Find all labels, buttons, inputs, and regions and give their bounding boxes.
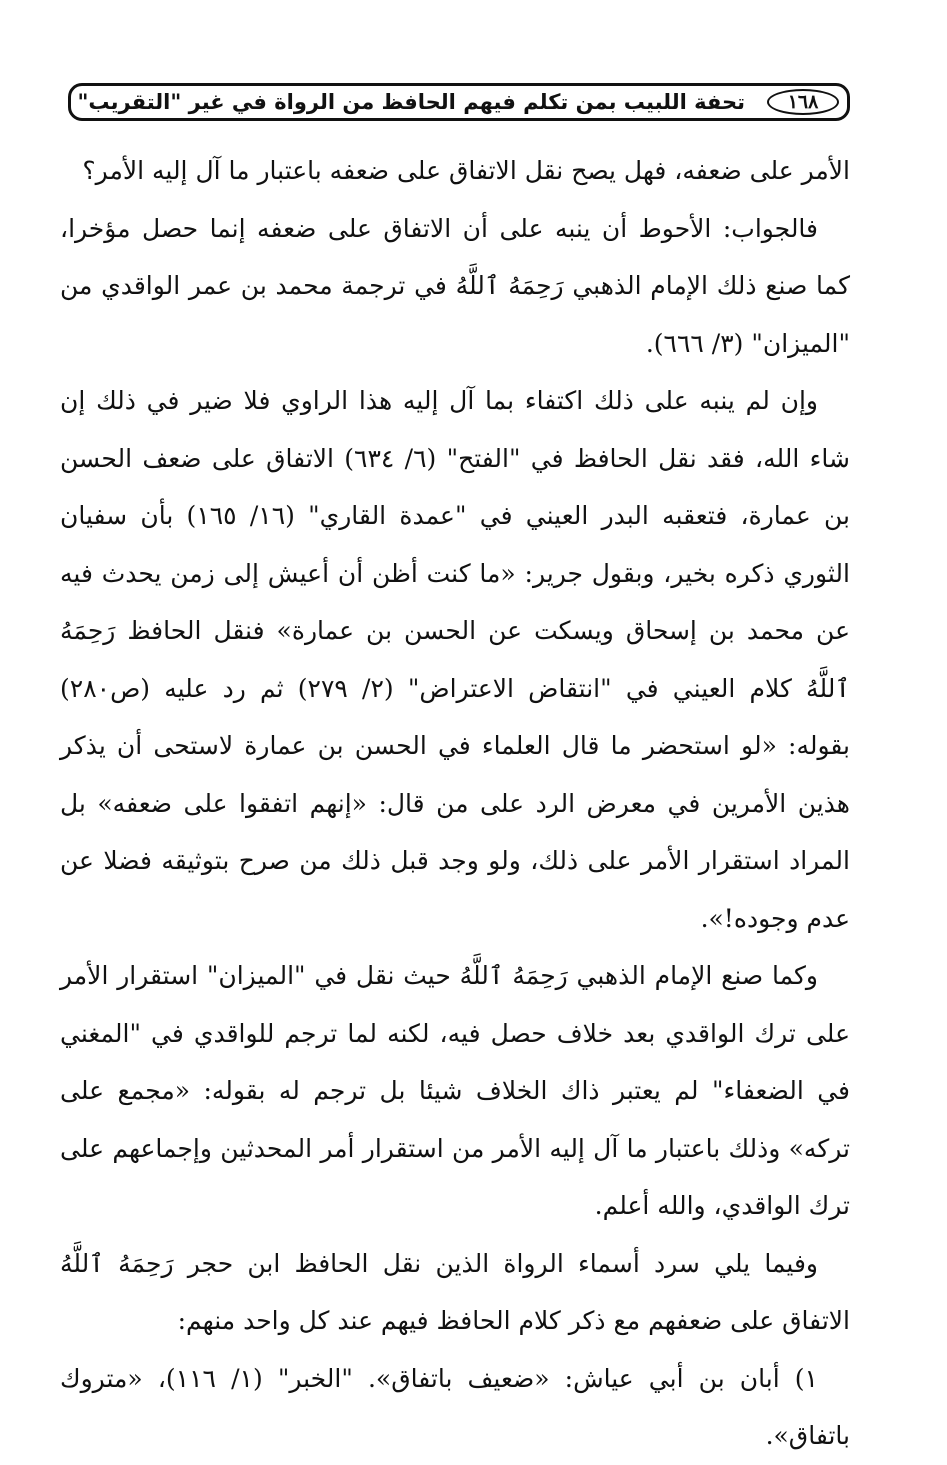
paragraph-3: وإن لم ينبه على ذلك اكتفاء بما آل إليه هذا الراوي فلا ضير في ذلك إن شاء الله، فقد نقل الحافظ في "الفتح" (٦/ ٦٣٤) الاتفاق على ضعف الحسن بن عمارة، فتعقبه البدر العيني في "عمدة القاري" (١٦/ ١٦٥) بأن سفيان الثوري ذكره بخير، وبقول جرير: «ما كنت أظن أن أعيش إلى زمن يحدث فيه عن محمد بن إسحاق ويسكت عن الحسن بن عمارة» فنقل الحافظ رَحِمَهُ ٱللَّهُ كلام العيني في "انتقاض الاعتراض" (٢/ ٢٧٩) ثم رد عليه (ص٢٨٠) بقوله: «لو استحضر ما قال العلماء في الحسن بن عمارة لاستحى أن يذكر هذين الأمرين في معرض الرد على من قال: «إنهم اتفقوا على ضعفه» بل المراد استقرار الأمر على ذلك، ولو وجد قبل ذلك من صرح بتوثيقه فضلا عن عدم وجوده!». [60, 386, 850, 933]
paragraph-4: وكما صنع الإمام الذهبي رَحِمَهُ ٱللَّهُ حيث نقل في "الميزان" استقرار الأمر على ترك الواقدي بعد خلاف حصل فيه، لكنه لما ترجم للواقدي في "المغني في الضعفاء" لم يعتبر ذاك الخلاف شيئا بل ترجم له بقوله: «مجمع على تركه» وذلك باعتبار ما آل إليه الأمر من استقرار أمر المحدثين وإجماعهم على ترك الواقدي، والله أعلم. [60, 961, 850, 1220]
text-body [60, 142, 850, 1465]
page-number: ١٦٨ [767, 89, 839, 115]
page-header [68, 83, 850, 121]
paragraph-1: الأمر على ضعفه، فهل يصح نقل الاتفاق على ضعفه باعتبار ما آل إليه الأمر؟ [82, 156, 850, 185]
running-title: تحفة اللبيب بمن تكلم فيهم الحافظ من الرواة في غير "التقريب" [77, 90, 745, 114]
paragraph-2: فالجواب: الأحوط أن ينبه على أن الاتفاق على ضعفه إنما حصل مؤخرا، كما صنع ذلك الإمام الذهبي رَحِمَهُ ٱللَّهُ في ترجمة محمد بن عمر الواقدي من "الميزان" (٣/ ٦٦٦). [60, 213, 850, 358]
paragraph-5: وفيما يلي سرد أسماء الرواة الذين نقل الحافظ ابن حجر رَحِمَهُ ٱللَّهُ الاتفاق على ضعفهم مع ذكر كلام الحافظ فيهم عند كل واحد منهم: [60, 1248, 850, 1335]
list-item-1: ١) أبان بن أبي عياش: «ضعيف باتفاق». "الخبر" (١/ ١١٦)، «متروك باتفاق». [60, 1363, 850, 1450]
